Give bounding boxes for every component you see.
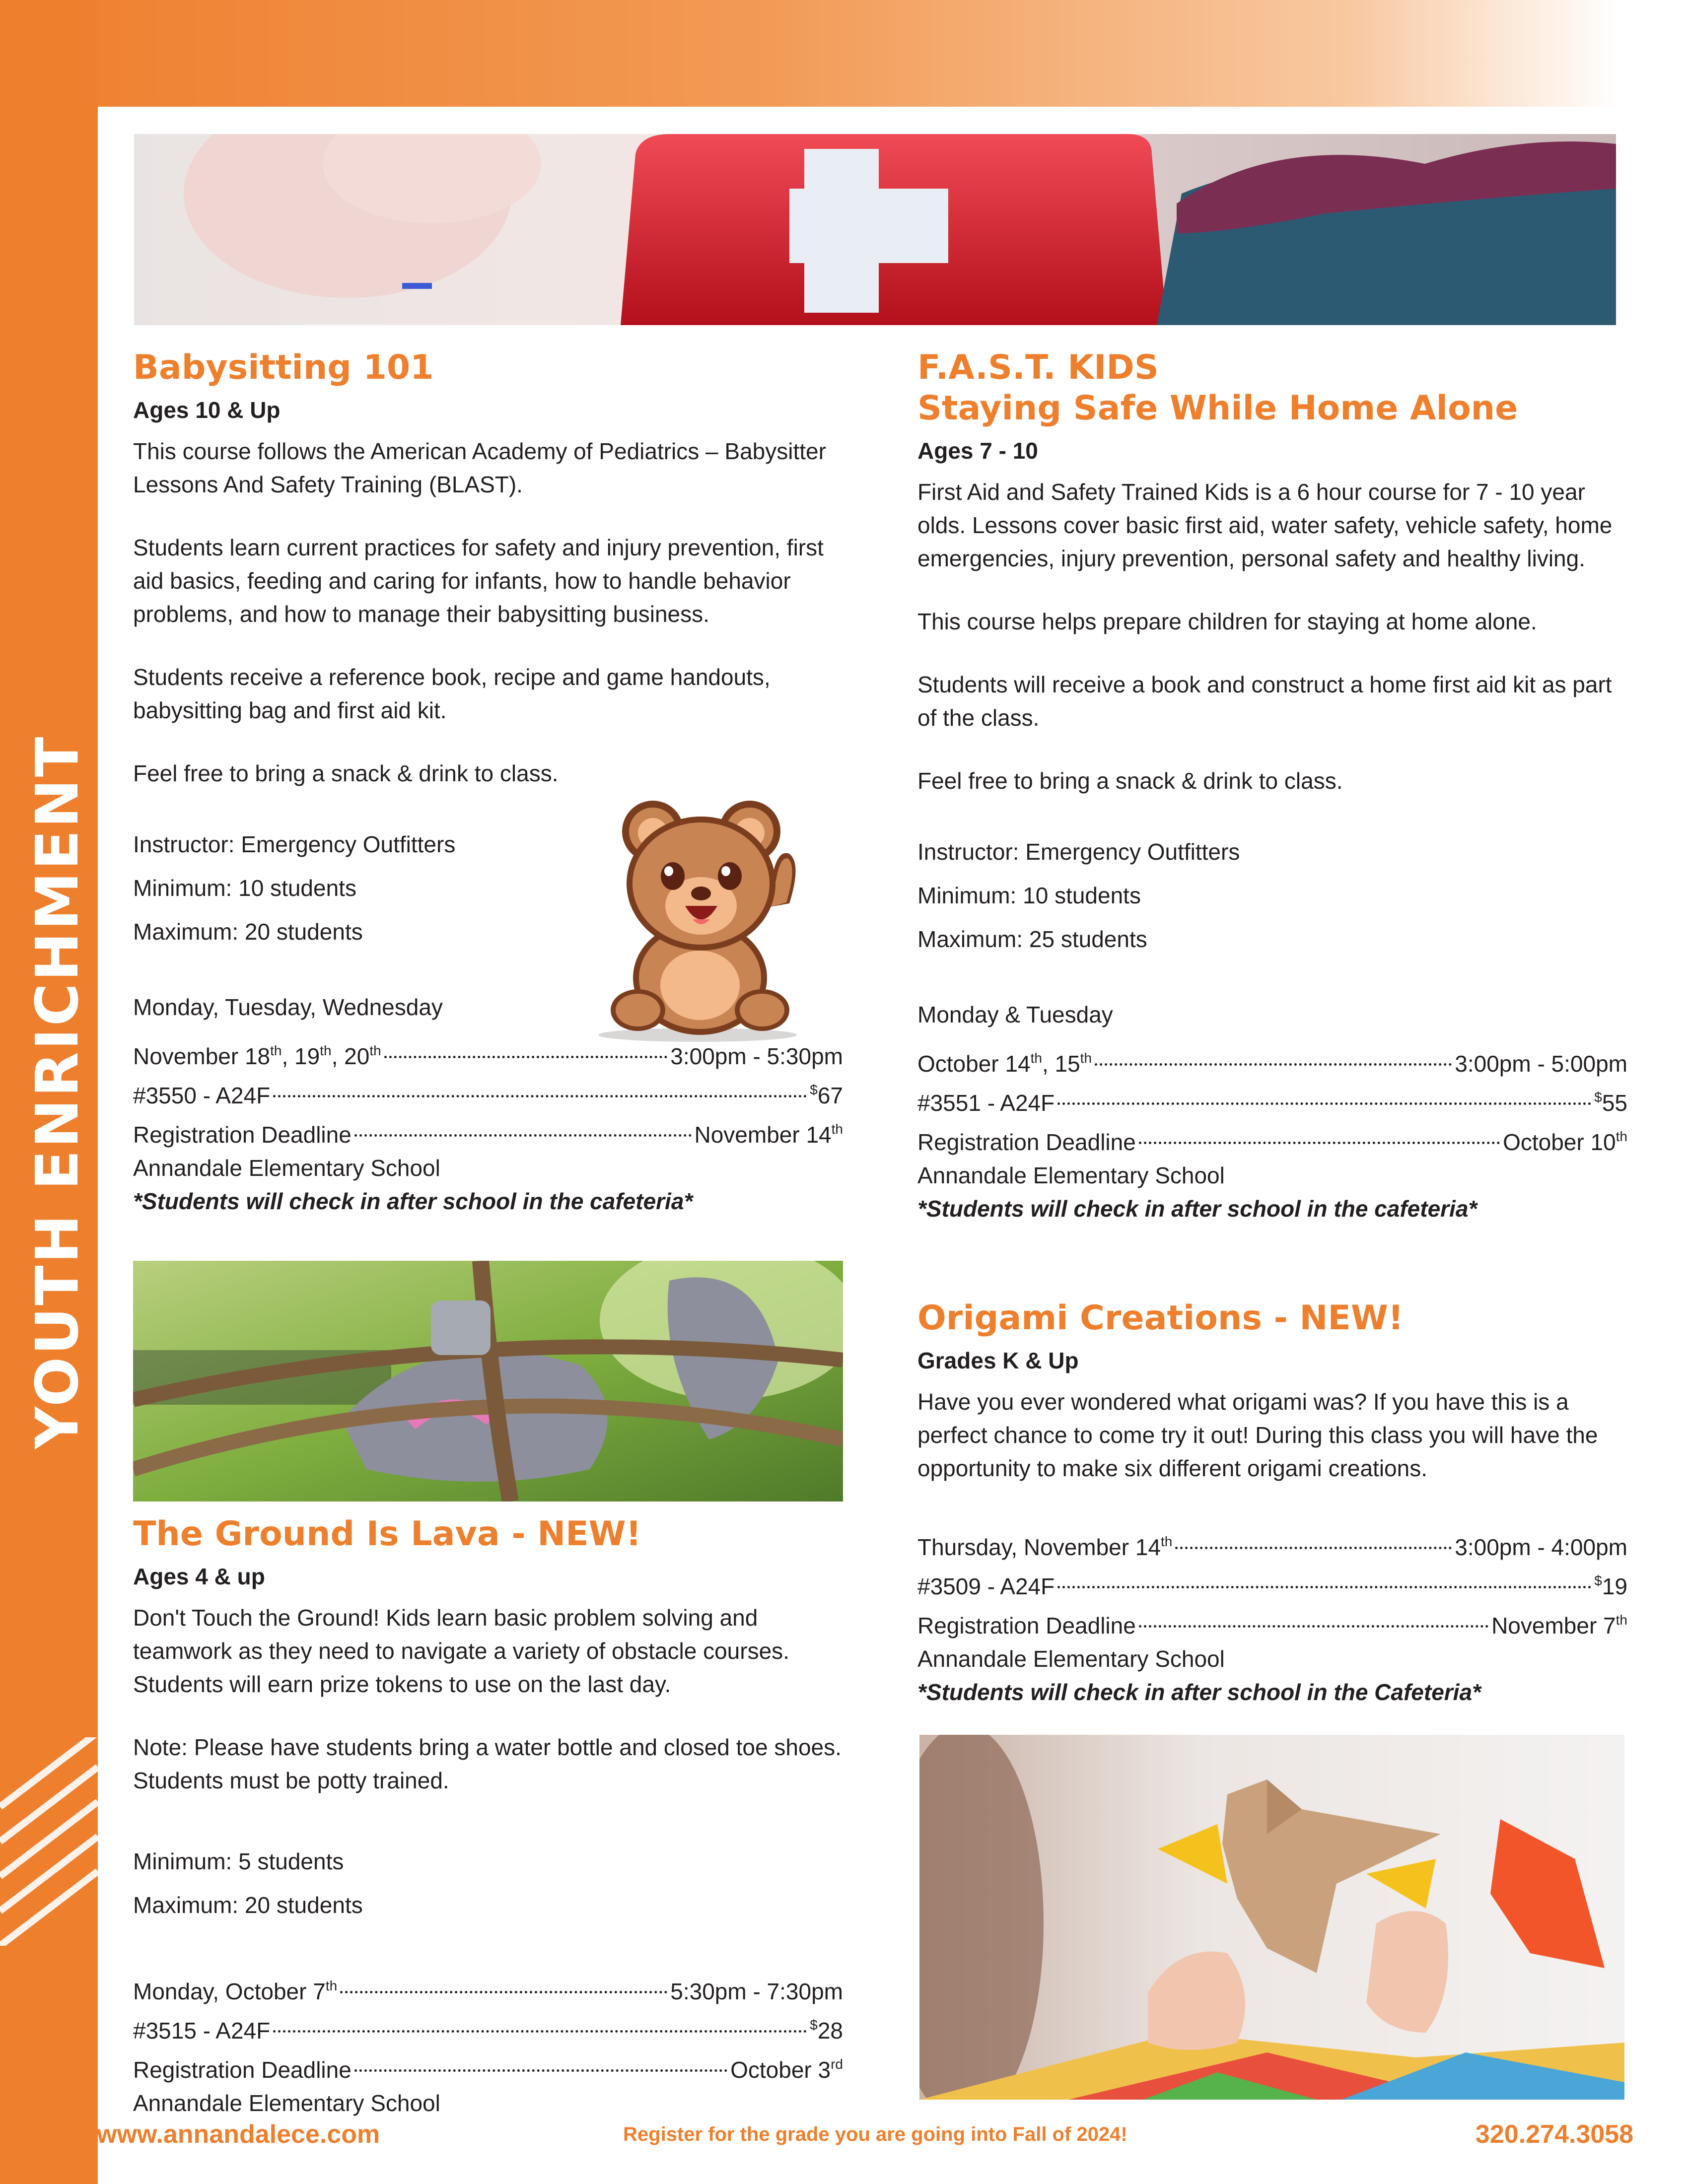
course-title: Origami Creations - NEW! [917, 1298, 1404, 1338]
course-minimum: Minimum: 5 students [133, 1848, 344, 1874]
course-dates: November 18th, 19th, 20th [133, 1043, 381, 1069]
course-deadline: November 14th [694, 1121, 843, 1148]
page-footer [0, 2119, 1688, 2159]
course-note: *Students will check in after school in the Cafeteria* [917, 1679, 1481, 1705]
course-dates: Thursday, November 14th [917, 1534, 1173, 1560]
deadline-label: Registration Deadline [133, 2057, 352, 2083]
phone-number: 320.274.3058 [1475, 2120, 1633, 2149]
course-description: Students learn current practices for safety and injury prevention, first aid basics, feeding and caring for infants, how to handle behavior problems, and how to manage their babysitting business. [133, 535, 824, 627]
course-instructor: Instructor: Emergency Outfitters [917, 839, 1240, 865]
course-deadline: October 10th [1503, 1129, 1627, 1155]
rope-obstacle-photo [133, 1261, 843, 1502]
course-time: 3:00pm - 5:30pm [670, 1043, 843, 1069]
course-location: Annandale Elementary School [917, 1646, 1225, 1672]
course-description: Have you ever wondered what origami was? If you have this is a perfect chance to come try it out! During this class you will have the opportunity to make six different origami creations. [917, 1389, 1598, 1481]
section-title: YOUTH ENRICHMENT [23, 735, 91, 1449]
course-maximum: Maximum: 20 students [133, 1892, 363, 1918]
register-note: Register for the grade you are going into Fall of 2024! [623, 2123, 1127, 2145]
course-deadline-row [133, 2048, 843, 2087]
deadline-label: Registration Deadline [917, 1613, 1136, 1638]
course-title: F.A.S.T. KIDS [917, 348, 1159, 387]
course-ages: Ages 4 & up [133, 1564, 265, 1589]
course-code-row [917, 1081, 1627, 1120]
course-description: Note: Please have students bring a water bottle and closed toe shoes. Students must be potty trained. [133, 1734, 842, 1793]
course-dates: Monday, October 7th [133, 1978, 338, 2004]
course-description: Students will receive a book and construct a home first aid kit as part of the class. [917, 672, 1612, 731]
course-code: #3550 - A24F [133, 1083, 271, 1108]
course-minimum: Minimum: 10 students [917, 883, 1141, 908]
course-subtitle: Staying Safe While Home Alone [917, 389, 1518, 428]
course-ages: Grades K & Up [917, 1348, 1079, 1373]
course-note: *Students will check in after school in the cafeteria* [133, 1188, 693, 1214]
course-location: Annandale Elementary School [133, 1155, 440, 1181]
origami-dinosaur-photo [919, 1735, 1624, 2100]
course-description: This course helps prepare children for staying at home alone. [917, 609, 1537, 634]
course-price: $28 [810, 2017, 843, 2044]
course-title: The Ground Is Lava - NEW! [133, 1514, 641, 1554]
course-deadline-row [917, 1603, 1627, 1642]
course-description: Feel free to bring a snack & drink to class. [917, 768, 1343, 794]
course-minimum: Minimum: 10 students [133, 875, 356, 901]
course-code: #3509 - A24F [917, 1573, 1055, 1599]
course-title: Babysitting 101 [133, 348, 434, 387]
course-price: $67 [810, 1082, 843, 1108]
babysitting-course [133, 347, 843, 1218]
waving-bear-illustration [593, 789, 807, 1042]
deadline-label: Registration Deadline [133, 1122, 352, 1148]
fast-kids-course [917, 347, 1627, 1226]
course-price: $19 [1594, 1573, 1627, 1599]
course-code: #3515 - A24F [133, 2018, 271, 2044]
course-location: Annandale Elementary School [917, 1162, 1225, 1188]
course-days: Monday, Tuesday, Wednesday [133, 994, 443, 1020]
course-time: 3:00pm - 4:00pm [1455, 1534, 1627, 1560]
course-price: $55 [1594, 1090, 1627, 1116]
course-description: Feel free to bring a snack & drink to class. [133, 760, 559, 786]
course-note: *Students will check in after school in the cafeteria* [917, 1196, 1477, 1222]
course-location: Annandale Elementary School [133, 2090, 440, 2116]
course-description: First Aid and Safety Trained Kids is a 6 hour course for 7 - 10 year olds. Lessons cover basic first aid, water safety, vehicle safety, home emergencies, injury prevention, personal safety and healthy living. [917, 479, 1613, 571]
website-link[interactable]: www.annandalece.com [97, 2120, 380, 2149]
course-description: Students receive a reference book, recipe and game handouts, babysitting bag and first aid kit. [133, 664, 771, 723]
page-number: 7 [50, 2120, 64, 2149]
course-ages: Ages 10 & Up [133, 397, 281, 423]
course-time: 5:30pm - 7:30pm [670, 1979, 843, 2004]
course-deadline: October 3rd [730, 2056, 843, 2083]
top-banner [0, 0, 1688, 107]
course-dates-row [917, 1041, 1627, 1081]
course-dates: October 14th, 15th [917, 1050, 1092, 1077]
course-code-row [133, 2008, 843, 2048]
course-maximum: Maximum: 20 students [133, 919, 363, 945]
course-maximum: Maximum: 25 students [917, 926, 1147, 952]
course-ages: Ages 7 - 10 [917, 438, 1038, 464]
course-time: 3:00pm - 5:00pm [1455, 1051, 1627, 1077]
course-deadline-row [917, 1120, 1627, 1159]
course-code: #3551 - A24F [917, 1090, 1055, 1116]
course-instructor: Instructor: Emergency Outfitters [133, 831, 456, 857]
course-code-row [133, 1073, 843, 1112]
course-dates-row [133, 1969, 843, 2008]
hero-first-aid-photo [134, 134, 1616, 325]
course-dates-row [917, 1525, 1627, 1564]
course-description: This course follows the American Academy of Pediatrics – Babysitter Lessons And Safety Training (BLAST). [133, 438, 826, 497]
course-days: Monday & Tuesday [917, 1002, 1113, 1027]
ground-is-lava-course [133, 1514, 843, 2120]
course-code-row [917, 1564, 1627, 1603]
course-description: Don't Touch the Ground! Kids learn basic problem solving and teamwork as they need to navigate a variety of obstacle courses. Students will earn prize tokens to use on the last day. [133, 1605, 789, 1697]
deadline-label: Registration Deadline [917, 1129, 1136, 1155]
side-stripes-decoration [0, 1737, 98, 1946]
origami-course [917, 1298, 1627, 1709]
course-deadline-row [133, 1112, 843, 1152]
course-deadline: November 7th [1491, 1612, 1627, 1638]
